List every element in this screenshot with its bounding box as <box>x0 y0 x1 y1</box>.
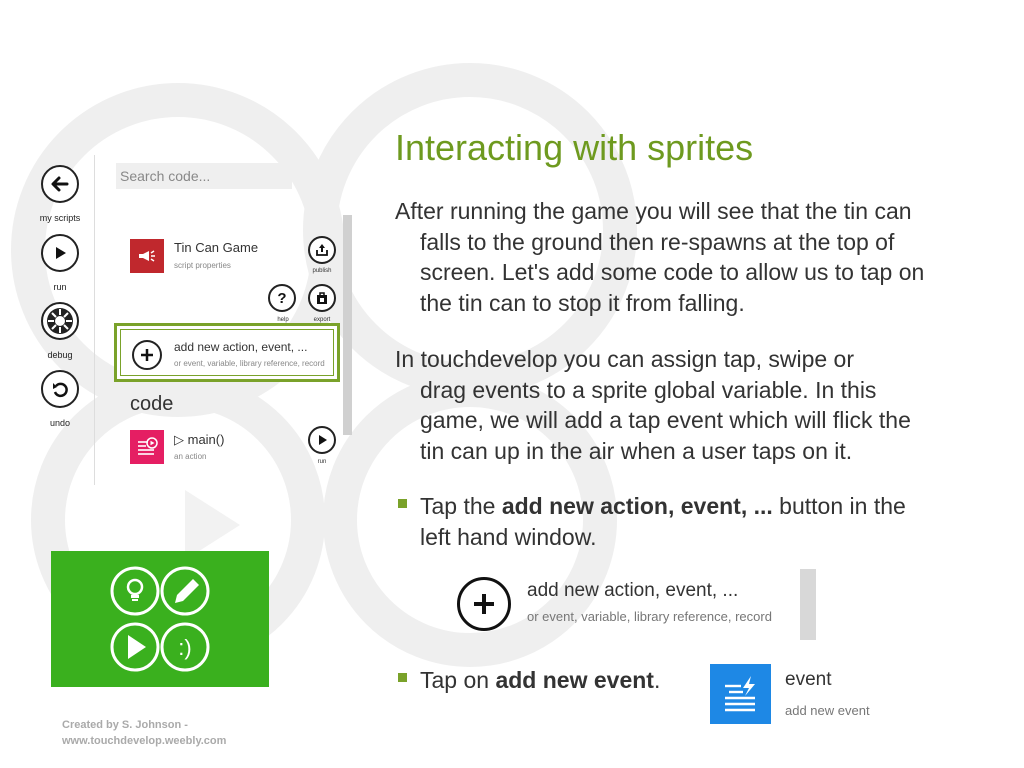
help-label: help <box>277 317 289 323</box>
my-scripts-label: my scripts <box>39 213 81 223</box>
run-action-label: run <box>317 459 327 465</box>
smiley-icon: :) <box>178 635 192 660</box>
editor-scrollbar[interactable] <box>343 215 352 435</box>
snippet-add-button <box>457 577 511 631</box>
snippet-add-title: add new action, event, ... <box>527 580 739 601</box>
event-subtitle: add new event <box>785 703 870 718</box>
add-new-action-subtitle: or event, variable, library reference, record <box>174 359 325 368</box>
event-lightning-icon <box>721 676 761 712</box>
add-new-action-title: add new action, event, ... <box>174 340 308 354</box>
undo-button[interactable] <box>41 370 79 408</box>
main-action-subtitle: an action <box>174 452 207 461</box>
touchdevelop-logo <box>51 551 269 687</box>
footer-credit <box>62 717 226 749</box>
lightbulb-icon <box>128 580 142 601</box>
arrow-left-icon <box>50 174 70 194</box>
paragraph-2-line-4: tin can up in the air when a user taps on it. <box>420 437 853 464</box>
touchdevelop-logo-panel <box>51 551 269 687</box>
run-button[interactable] <box>41 234 79 272</box>
plus-icon <box>471 591 497 617</box>
rail-divider <box>94 155 95 485</box>
bullet-1-post: button in the <box>772 493 906 519</box>
event-tile-icon <box>710 664 771 724</box>
paragraph-1-line-2: falls to the ground then re-spawns at the top of <box>420 228 895 255</box>
slide-title: Interacting with sprites <box>395 127 754 168</box>
bullet-1-pre: Tap the <box>420 493 502 519</box>
megaphone-icon <box>137 249 157 263</box>
paragraph-2-line-3: game, we will add a tap event which will flick the <box>420 407 911 433</box>
bullet-2-marker <box>398 673 407 682</box>
undo-icon <box>51 380 69 398</box>
code-section-heading: code <box>130 393 174 415</box>
back-button[interactable] <box>41 165 79 203</box>
bullet-1-text <box>420 491 906 522</box>
export-label: export <box>313 317 331 323</box>
bullet-2-post: . <box>653 667 661 693</box>
paragraph-1-line-3: screen. Let's add some code to allow us to tap on <box>420 259 925 285</box>
publish-button[interactable] <box>308 236 336 264</box>
play-icon <box>52 245 68 261</box>
event-title: event <box>785 669 832 690</box>
question-mark-icon: ? <box>277 289 287 307</box>
bullet-1-line-2: left hand window. <box>420 524 597 550</box>
play-icon <box>128 635 146 659</box>
run-label: run <box>53 282 67 292</box>
bug-icon <box>45 306 75 336</box>
script-subtitle: script properties <box>174 261 231 270</box>
play-icon <box>316 434 328 446</box>
snippet-scrollbar <box>800 569 816 640</box>
script-tile-icon <box>130 239 164 273</box>
bullet-2-pre: Tap on <box>420 667 496 693</box>
undo-label: undo <box>49 418 71 428</box>
paragraph-2-line-1: In touchdevelop you can assign tap, swipe or <box>395 346 855 372</box>
script-title[interactable]: Tin Can Game <box>174 240 259 255</box>
snippet-add-subtitle: or event, variable, library reference, record <box>527 609 772 624</box>
add-new-action-button[interactable] <box>114 323 340 382</box>
paragraph-1 <box>395 196 995 318</box>
export-button[interactable] <box>308 284 336 312</box>
publish-icon <box>315 243 329 257</box>
footer-link[interactable]: www.touchdevelop.weebly.com <box>62 735 227 747</box>
debug-button[interactable] <box>41 302 79 340</box>
pencil-icon <box>175 579 199 603</box>
paragraph-2-line-2: drag events to a sprite global variable. In this <box>420 376 877 403</box>
footer-line-1: Created by S. Johnson - <box>62 719 188 731</box>
plus-icon <box>139 347 155 363</box>
paragraph-2 <box>395 344 995 466</box>
bullet-2-bold: add new event <box>495 667 654 693</box>
bullet-2-text <box>420 665 660 696</box>
search-code-input[interactable]: Search code... <box>116 163 292 189</box>
bullet-1-bold: add new action, event, ... <box>501 493 773 519</box>
store-bag-icon <box>315 291 329 305</box>
plus-circle-icon <box>132 340 162 370</box>
bullet-1-marker <box>398 499 407 508</box>
main-action-tile-icon <box>130 430 164 464</box>
publish-label: publish <box>312 268 332 274</box>
action-icon <box>136 436 158 458</box>
paragraph-1-line-4: the tin can to stop it from falling. <box>420 289 745 316</box>
debug-label: debug <box>47 350 73 360</box>
help-button[interactable] <box>268 284 296 312</box>
main-action-title[interactable]: ▷ main() <box>174 432 225 447</box>
paragraph-1-line-1: After running the game you will see that the tin can <box>395 198 912 224</box>
run-action-button[interactable] <box>308 426 336 454</box>
